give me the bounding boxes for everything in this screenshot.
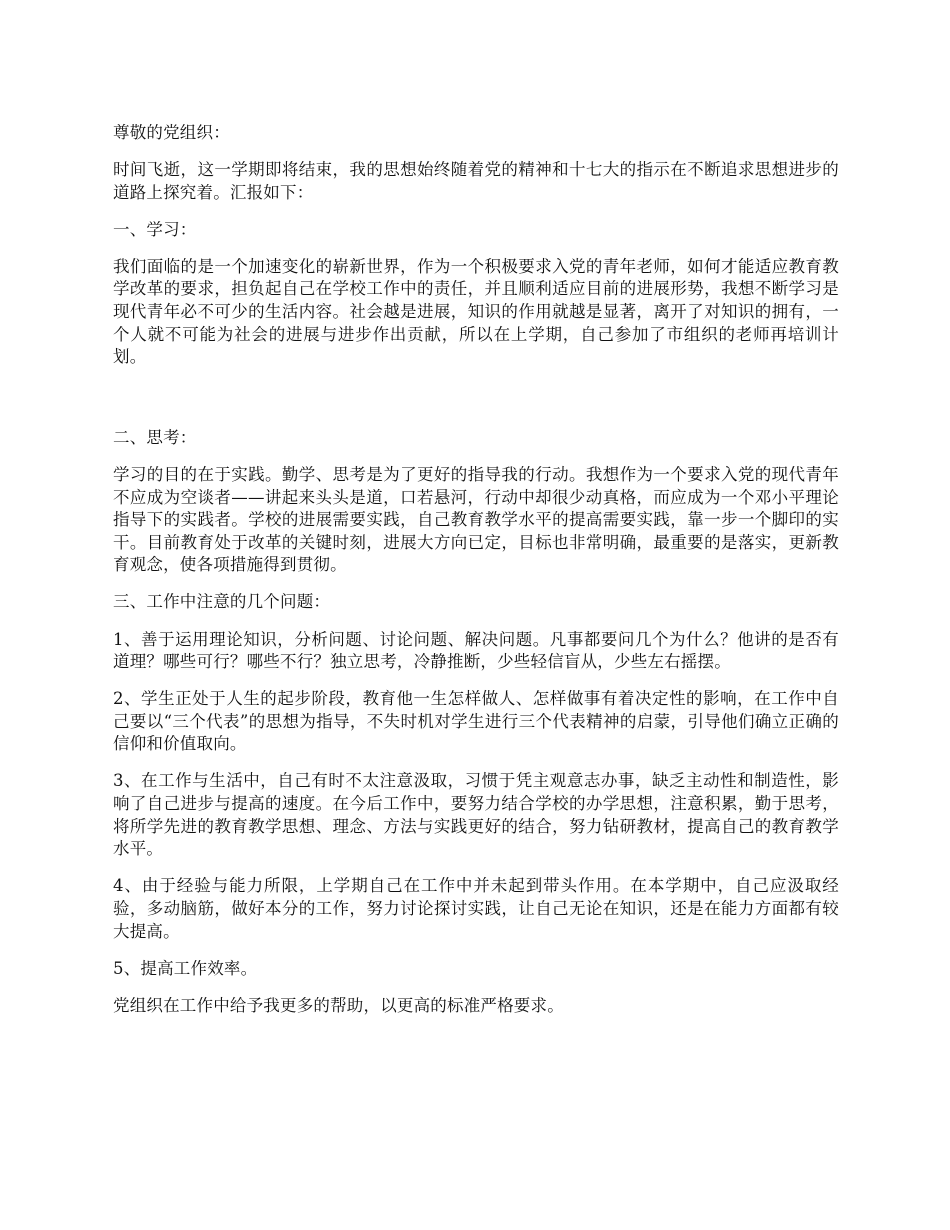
- closing-paragraph: 党组织在工作中给予我更多的帮助，以更高的标准严格要求。: [113, 995, 564, 1015]
- list-item-1: 1、善于运用理论知识，分析问题、讨论问题、解决问题。凡事都要问几个为什么？他讲的是否有道理？哪些可行？哪些不行？独立思考，冷静推断，少些轻信盲从，少些左右摇摆。: [113, 629, 839, 672]
- list-item-4: 4、由于经验与能力所限，上学期自己在工作中并未起到带头作用。在本学期中，自己应汲取经验，多动脑筋，做好本分的工作，努力讨论探讨实践，让自己无论在知识，还是在能力方面都有较大提高。: [113, 876, 839, 941]
- list-item-3: 3、在工作与生活中，自己有时不太注意汲取，习惯于凭主观意志办事，缺乏主动性和制造性，影响了自己进步与提高的速度。在今后工作中，要努力结合学校的办学思想，注意积累，勤于思考，将所学先进的教育教学思想、理念、方法与实践更好的结合，努力钻研教材，提高自己的教育教学水平。: [113, 771, 839, 859]
- list-item-2: 2、学生正处于人生的起步阶段，教育他一生怎样做人、怎样做事有着决定性的影响，在工作中自己要以“三个代表”的思想为指导，不失时机对学生进行三个代表精神的启蒙，引导他们确立正确的信仰和价值取向。: [113, 689, 839, 754]
- section-1-body: 我们面临的是一个加速变化的崭新世界，作为一个积极要求入党的青年老师，如何才能适应教育教学改革的要求，担负起自己在学校工作中的责任，并且顺利适应目前的进展形势，我想不断学习是现代青年必不可少的生活内容。社会越是进展，知识的作用就越是显著，离开了对知识的拥有，一个人就不可能为社会的进展与进步作出贡献，所以在上学期，自己参加了市组织的老师再培训计划。: [113, 256, 839, 367]
- list-item-5: 5、提高工作效率。: [113, 958, 258, 978]
- section-2-title: 二、思考：: [113, 427, 197, 447]
- intro-paragraph: 时间飞逝，这一学期即将结束，我的思想始终随着党的精神和十七大的指示在不断追求思想进步的道路上探究着。汇报如下：: [113, 160, 839, 202]
- salutation: 尊敬的党组织：: [113, 123, 230, 142]
- section-1-title: 一、学习：: [113, 219, 197, 239]
- document-page: [113, 122, 839, 1017]
- section-3-title: 三、工作中注意的几个问题：: [113, 592, 331, 612]
- section-2-body: 学习的目的在于实践。勤学、思考是为了更好的指导我的行动。我想作为一个要求入党的现代青年不应成为空谈者——讲起来头头是道，口若悬河，行动中却很少动真格，而应成为一个邓小平理论指导下的实践者。学校的进展需要实践，自己教育教学水平的提高需要实践，靠一步一个脚印的实干。目前教育处于改革的关键时刻，进展大方向已定，目标也非常明确，最重要的是落实，更新教育观念，使各项措施得到贯彻。: [113, 464, 839, 575]
